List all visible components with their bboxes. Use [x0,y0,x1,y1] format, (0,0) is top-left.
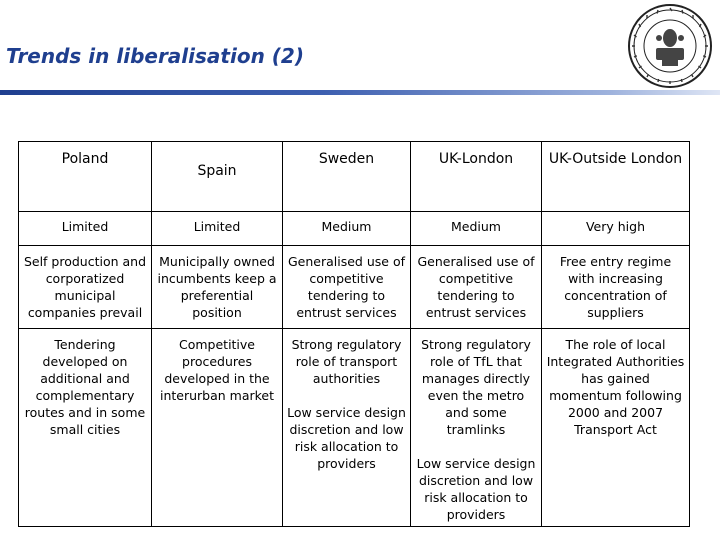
table-cell: Medium [411,212,542,246]
table-cell: Limited [152,212,283,246]
header-cell-sweden: Sweden [283,142,411,212]
cell-text: Low service design discretion and low risk allocation to providers [287,405,406,471]
table-cell: Free entry regime with increasing concentration of suppliers [542,246,690,329]
structure-row [19,246,690,329]
table-cell [283,329,411,527]
level-row [19,212,690,246]
table-cell: Generalised use of competitive tendering to entrust services [283,246,411,329]
table-cell: Municipally owned incumbents keep a preferential position [152,246,283,329]
table-cell: Self production and corporatized municipal companies prevail [19,246,152,329]
table-cell: Medium [283,212,411,246]
cell-text: Tendering developed on additional and complementary routes and in some small cities [24,337,146,437]
liberalisation-table [18,141,690,527]
header-cell-poland: Poland [19,142,152,212]
cell-text: Low service design discretion and low risk allocation to providers [416,456,536,522]
table-cell: Limited [19,212,152,246]
header-cell-uk-outside-london: UK-Outside London [542,142,690,212]
header-cell-spain: Spain [152,142,283,212]
cell-text: The role of local Integrated Authorities has gained momentum following 2000 and 2007 Transport Act [546,337,685,437]
cell-text: Strong regulatory role of transport authorities [291,337,402,386]
table-cell [152,329,283,527]
table-cell: Generalised use of competitive tendering to entrust services [411,246,542,329]
title-underline [0,90,720,95]
header-cell-uk-london: UK-London [411,142,542,212]
cell-text: Competitive procedures developed in the interurban market [159,337,275,403]
cell-text: Strong regulatory role of TfL that manages directly even the metro and some tramlinks [421,337,531,437]
university-seal-icon [626,2,714,90]
table-cell [19,329,152,527]
table-cell: Very high [542,212,690,246]
header-row [19,142,690,212]
slide-title: Trends in liberalisation (2) [6,44,304,68]
table-cell [542,329,690,527]
developments-row [19,329,690,527]
table-cell [411,329,542,527]
